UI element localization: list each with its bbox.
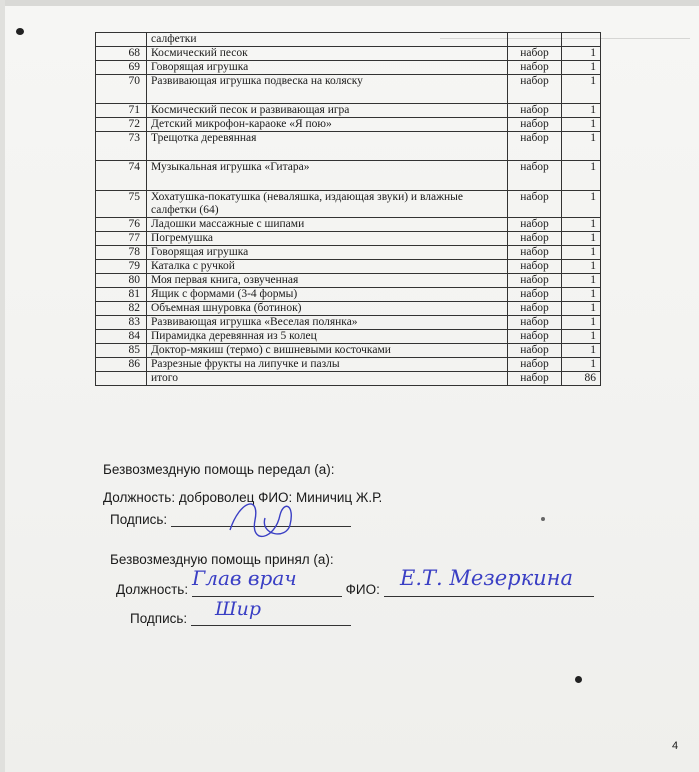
item-quantity: 1: [562, 47, 601, 61]
receiver-fio-label: ФИО:: [345, 582, 380, 597]
item-number: 68: [96, 47, 147, 61]
table-row: [96, 260, 601, 274]
item-unit: набор: [508, 302, 562, 316]
giver-signature-label: Подпись:: [110, 512, 168, 527]
item-number: 70: [96, 75, 147, 104]
item-name: Говорящая игрушка: [147, 61, 508, 75]
table-row: [96, 246, 601, 260]
item-unit: набор: [508, 358, 562, 372]
item-name: Детский микрофон-караоке «Я пою»: [147, 118, 508, 132]
item-number: 82: [96, 302, 147, 316]
item-number: 71: [96, 104, 147, 118]
item-name: Космический песок: [147, 47, 508, 61]
table-row: [96, 132, 601, 161]
item-number: 80: [96, 274, 147, 288]
item-quantity: 1: [562, 246, 601, 260]
table-row: [96, 61, 601, 75]
item-name: Говорящая игрушка: [147, 246, 508, 260]
item-name: Трещотка деревянная: [147, 132, 508, 161]
table-row: [96, 118, 601, 132]
scan-dot: [16, 28, 24, 35]
giver-position-line: Должность: доброволец ФИО: Миничиц Ж.Р.: [103, 490, 383, 505]
item-unit: набор: [508, 161, 562, 191]
item-number: 84: [96, 330, 147, 344]
item-unit: набор: [508, 61, 562, 75]
item-unit: набор: [508, 47, 562, 61]
item-unit: набор: [508, 191, 562, 218]
item-number: 78: [96, 246, 147, 260]
receiver-signature-label: Подпись:: [130, 611, 188, 626]
items-table: [95, 32, 601, 386]
item-name: Доктор-мякиш (термо) с вишневыми косточками: [147, 344, 508, 358]
item-number: 76: [96, 218, 147, 232]
item-name: Хохатушка-покатушка (неваляшка, издающая звуки) и влажные салфетки (64): [147, 191, 508, 218]
item-name: Каталка с ручкой: [147, 260, 508, 274]
table-row: [96, 288, 601, 302]
item-number: [96, 372, 147, 386]
table-row: [96, 47, 601, 61]
table-row: [96, 33, 601, 47]
item-number: 75: [96, 191, 147, 218]
given-by-label: Безвозмездную помощь передал (а):: [103, 462, 335, 477]
item-name: Разрезные фрукты на липучке и пазлы: [147, 358, 508, 372]
item-name: салфетки: [147, 33, 508, 47]
item-name: Моя первая книга, озвученная: [147, 274, 508, 288]
item-name: Космический песок и развивающая игра: [147, 104, 508, 118]
item-quantity: 1: [562, 316, 601, 330]
item-number: 83: [96, 316, 147, 330]
item-name: Погремушка: [147, 232, 508, 246]
item-unit: набор: [508, 344, 562, 358]
item-unit: набор: [508, 132, 562, 161]
item-quantity: 1: [562, 191, 601, 218]
scan-dot: [541, 517, 545, 521]
table-row: [96, 232, 601, 246]
item-number: 85: [96, 344, 147, 358]
handwritten-signature: Шир: [215, 598, 262, 620]
item-unit: набор: [508, 274, 562, 288]
item-quantity: 1: [562, 61, 601, 75]
item-quantity: 1: [562, 288, 601, 302]
item-name: Пирамидка деревянная из 5 колец: [147, 330, 508, 344]
item-name: Ящик с формами (3-4 формы): [147, 288, 508, 302]
table-row: [96, 75, 601, 104]
scan-edge-top: [0, 0, 699, 6]
receiver-position-label: Должность:: [116, 582, 189, 597]
item-unit: набор: [508, 75, 562, 104]
table-row: [96, 330, 601, 344]
item-unit: набор: [508, 288, 562, 302]
item-number: 81: [96, 288, 147, 302]
item-quantity: 1: [562, 344, 601, 358]
item-name: Развивающая игрушка «Веселая полянка»: [147, 316, 508, 330]
item-quantity: 1: [562, 260, 601, 274]
giver-signature-scribble: [220, 490, 310, 550]
table-row: [96, 191, 601, 218]
item-quantity: 1: [562, 132, 601, 161]
table-row: [96, 218, 601, 232]
table-row: [96, 372, 601, 386]
table-row: [96, 316, 601, 330]
item-number: 86: [96, 358, 147, 372]
item-name: Ладошки массажные с шипами: [147, 218, 508, 232]
table-row: [96, 104, 601, 118]
page-number: 4: [672, 740, 679, 752]
handwritten-fio: Е.Т. Мезеркина: [400, 566, 574, 590]
item-unit: набор: [508, 118, 562, 132]
item-quantity: 1: [562, 358, 601, 372]
item-unit: набор: [508, 260, 562, 274]
item-quantity: 1: [562, 104, 601, 118]
item-unit: набор: [508, 104, 562, 118]
item-quantity: 86: [562, 372, 601, 386]
table-row: [96, 274, 601, 288]
item-number: 73: [96, 132, 147, 161]
item-quantity: 1: [562, 118, 601, 132]
item-quantity: 1: [562, 330, 601, 344]
handwritten-position: Глав врач: [192, 566, 297, 590]
item-number: 77: [96, 232, 147, 246]
item-unit: [508, 33, 562, 47]
item-name: итого: [147, 372, 508, 386]
item-number: 72: [96, 118, 147, 132]
item-number: [96, 33, 147, 47]
item-number: 74: [96, 161, 147, 191]
item-quantity: 1: [562, 218, 601, 232]
item-quantity: 1: [562, 302, 601, 316]
table-row: [96, 302, 601, 316]
item-name: Объемная шнуровка (ботинок): [147, 302, 508, 316]
table-row: [96, 358, 601, 372]
item-unit: набор: [508, 372, 562, 386]
item-unit: набор: [508, 330, 562, 344]
item-number: 69: [96, 61, 147, 75]
item-unit: набор: [508, 232, 562, 246]
table-row: [96, 344, 601, 358]
item-quantity: 1: [562, 161, 601, 191]
received-by-label: Безвозмездную помощь принял (а):: [110, 552, 334, 567]
table-row: [96, 161, 601, 191]
item-unit: набор: [508, 316, 562, 330]
item-name: Музыкальная игрушка «Гитара»: [147, 161, 508, 191]
item-quantity: [562, 33, 601, 47]
scan-dot: [575, 676, 582, 683]
item-quantity: 1: [562, 75, 601, 104]
item-name: Развивающая игрушка подвеска на коляску: [147, 75, 508, 104]
item-unit: набор: [508, 218, 562, 232]
scan-edge-left: [0, 0, 5, 772]
item-number: 79: [96, 260, 147, 274]
item-quantity: 1: [562, 232, 601, 246]
item-unit: набор: [508, 246, 562, 260]
item-quantity: 1: [562, 274, 601, 288]
